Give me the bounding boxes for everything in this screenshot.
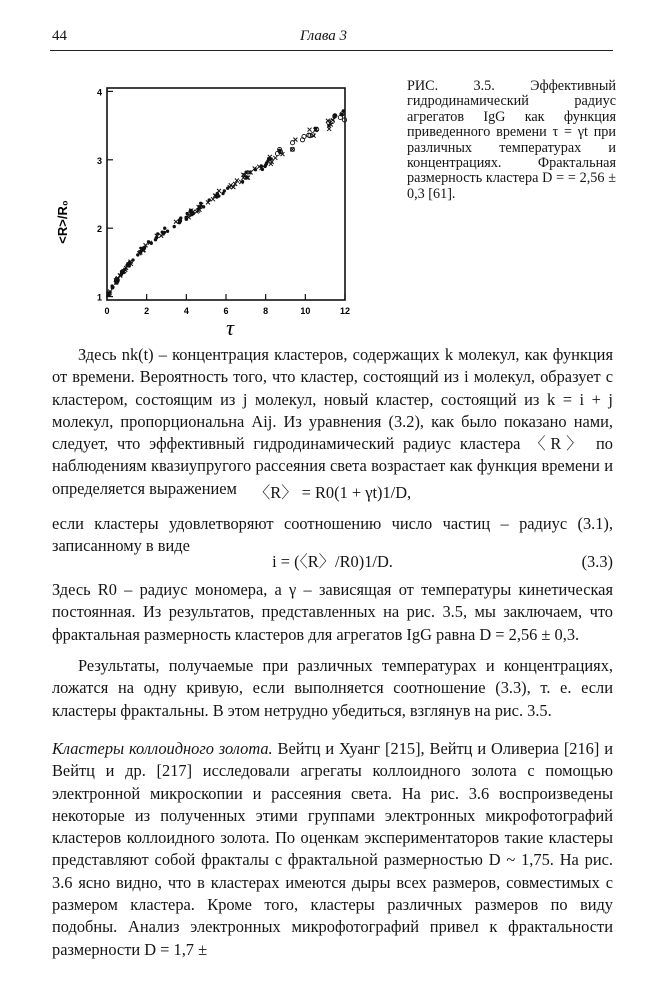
paragraph-5-text: Вейтц и Хуанг [215], Вейтц и Оливериа [216] и Вейтц и др. [217] исследовали агрегаты коллоидного золота с помощью электронной микроскопии и рассеяния света. На рис. 3.6 воспроизведены некоторые из полученных этими группами электронных микрофотографий кластеров коллоидного золота. По оценкам экспериментаторов такие кластеры представляют собой фракталы с фрактальной размерностью D ~ 1,75. На рис. 3.6 ясно видно, что в кластерах имеются дыры всех размеров, совместимых с размером кластера. Кроме того, кластеры различных размеров по виду подобны. Анализ электронных микрофотографий привел к фрактальности размерности D = 1,7 ± bbox=[52, 739, 613, 959]
x-tick-label: 6 bbox=[223, 306, 229, 316]
figure-3-5-chart bbox=[45, 78, 365, 338]
formula-radius bbox=[52, 482, 613, 504]
data-point-dot bbox=[163, 226, 166, 229]
data-point-cross bbox=[290, 147, 294, 151]
y-tick-label: 3 bbox=[96, 155, 102, 166]
chapter-title: Глава 3 bbox=[299, 28, 348, 44]
x-axis-ticks bbox=[104, 294, 350, 316]
x-tick-label: 12 bbox=[339, 306, 351, 316]
x-tick-label: 10 bbox=[300, 306, 311, 316]
data-point-dot bbox=[185, 212, 188, 215]
data-point-dot bbox=[166, 230, 169, 233]
data-point-cross bbox=[174, 220, 178, 224]
y-tick-label: 2 bbox=[96, 224, 102, 235]
x-axis-label: τ bbox=[226, 315, 234, 338]
equation-number: (3.3) bbox=[581, 552, 613, 571]
data-point-dot bbox=[173, 225, 176, 228]
data-point-dot bbox=[267, 157, 270, 160]
paragraph-2: если кластеры удовлетворяют соотношению число частиц – радиус (3.1), записанному в виде bbox=[52, 514, 613, 556]
header-rule bbox=[50, 50, 613, 51]
data-point-dot bbox=[156, 232, 159, 235]
data-point-cross bbox=[308, 128, 312, 132]
data-point-cross bbox=[327, 127, 331, 131]
data-point-dot bbox=[179, 216, 182, 219]
formula-3-3 bbox=[52, 551, 613, 573]
paragraph-1: Здесь nk(t) – концентрация кластеров, содержащих k молекул, как функция от времени. Вероятность того, что кластер, состоящий из i молекул, образует с кластером, состоящим из j молекул, новый кластер, состоящий из k = i + j молекул, пропорциональна Aij. Из уравнения (3.2), как было показано нами, следует, что эффективный гидродинамический радиус кластера 〈R〉 по наблюдениям квазиупругого рассеяния света возрастает как функция времени и определяется выражением bbox=[52, 345, 613, 498]
data-points bbox=[106, 109, 347, 297]
paragraph-4: Результаты, получаемые при различных температурах и концентрациях, ложатся на одну кривую, если выполняется соотношение (3.3), т. е. если кластеры фрактальны. В этом нетрудно убедиться, взглянув на рис. 3.5. bbox=[52, 656, 613, 720]
paragraph-5 bbox=[52, 738, 613, 961]
data-point-dot bbox=[208, 198, 211, 201]
x-tick-label: 4 bbox=[183, 306, 189, 316]
figure-caption: РИС. 3.5. Эффективный гидродинамический радиус агрегатов IgG как функция приведенного времени τ = γt при различных температурах и концентрациях. Фрактальная размерность кластера D = = 2,56 ± 0,3 [61]. bbox=[407, 78, 616, 202]
data-point-dot bbox=[254, 168, 257, 171]
data-point-dot bbox=[121, 270, 124, 273]
x-tick-label: 8 bbox=[263, 306, 269, 316]
data-point-dot bbox=[215, 195, 218, 198]
y-axis-label: <R>/R₀ bbox=[55, 200, 70, 244]
data-point-dot bbox=[278, 150, 281, 153]
x-tick-label: 0 bbox=[104, 306, 110, 316]
y-axis-ticks bbox=[97, 87, 113, 302]
data-point-cross bbox=[273, 156, 277, 160]
y-tick-label: 1 bbox=[96, 292, 102, 303]
plot-frame bbox=[107, 88, 345, 300]
plot-border bbox=[107, 88, 345, 300]
x-tick-label: 2 bbox=[144, 306, 150, 316]
data-point-cross bbox=[211, 197, 215, 201]
data-point-cross bbox=[293, 138, 297, 142]
formula-3-3-text: i = (〈R〉/R0)1/D. bbox=[272, 552, 393, 571]
data-point-dot bbox=[185, 218, 188, 221]
data-point-dot bbox=[111, 286, 114, 289]
page-number: 44 bbox=[52, 28, 67, 44]
formula-radius-text: 〈R〉 = R0(1 + γt)1/D, bbox=[253, 483, 412, 502]
data-point-dot bbox=[265, 161, 268, 164]
paragraph-3: Здесь R0 – радиус мономера, а γ – зависящая от температуры кинетическая постоянная. Из результатов, представленных на рис. 3.5, мы заключаем, что фрактальная размерность кластеров для агрегатов IgG равна D = 2,56 ± 0,3. bbox=[52, 580, 613, 644]
data-point-dot bbox=[178, 220, 181, 223]
data-point-dot bbox=[342, 109, 345, 112]
data-point-dot bbox=[162, 232, 165, 235]
y-tick-label: 4 bbox=[96, 87, 102, 98]
data-point-dot bbox=[223, 189, 226, 192]
section-run-in-title: Кластеры коллоидного золота. bbox=[52, 739, 273, 758]
data-point-dot bbox=[216, 192, 219, 195]
data-point-dot bbox=[150, 242, 153, 245]
